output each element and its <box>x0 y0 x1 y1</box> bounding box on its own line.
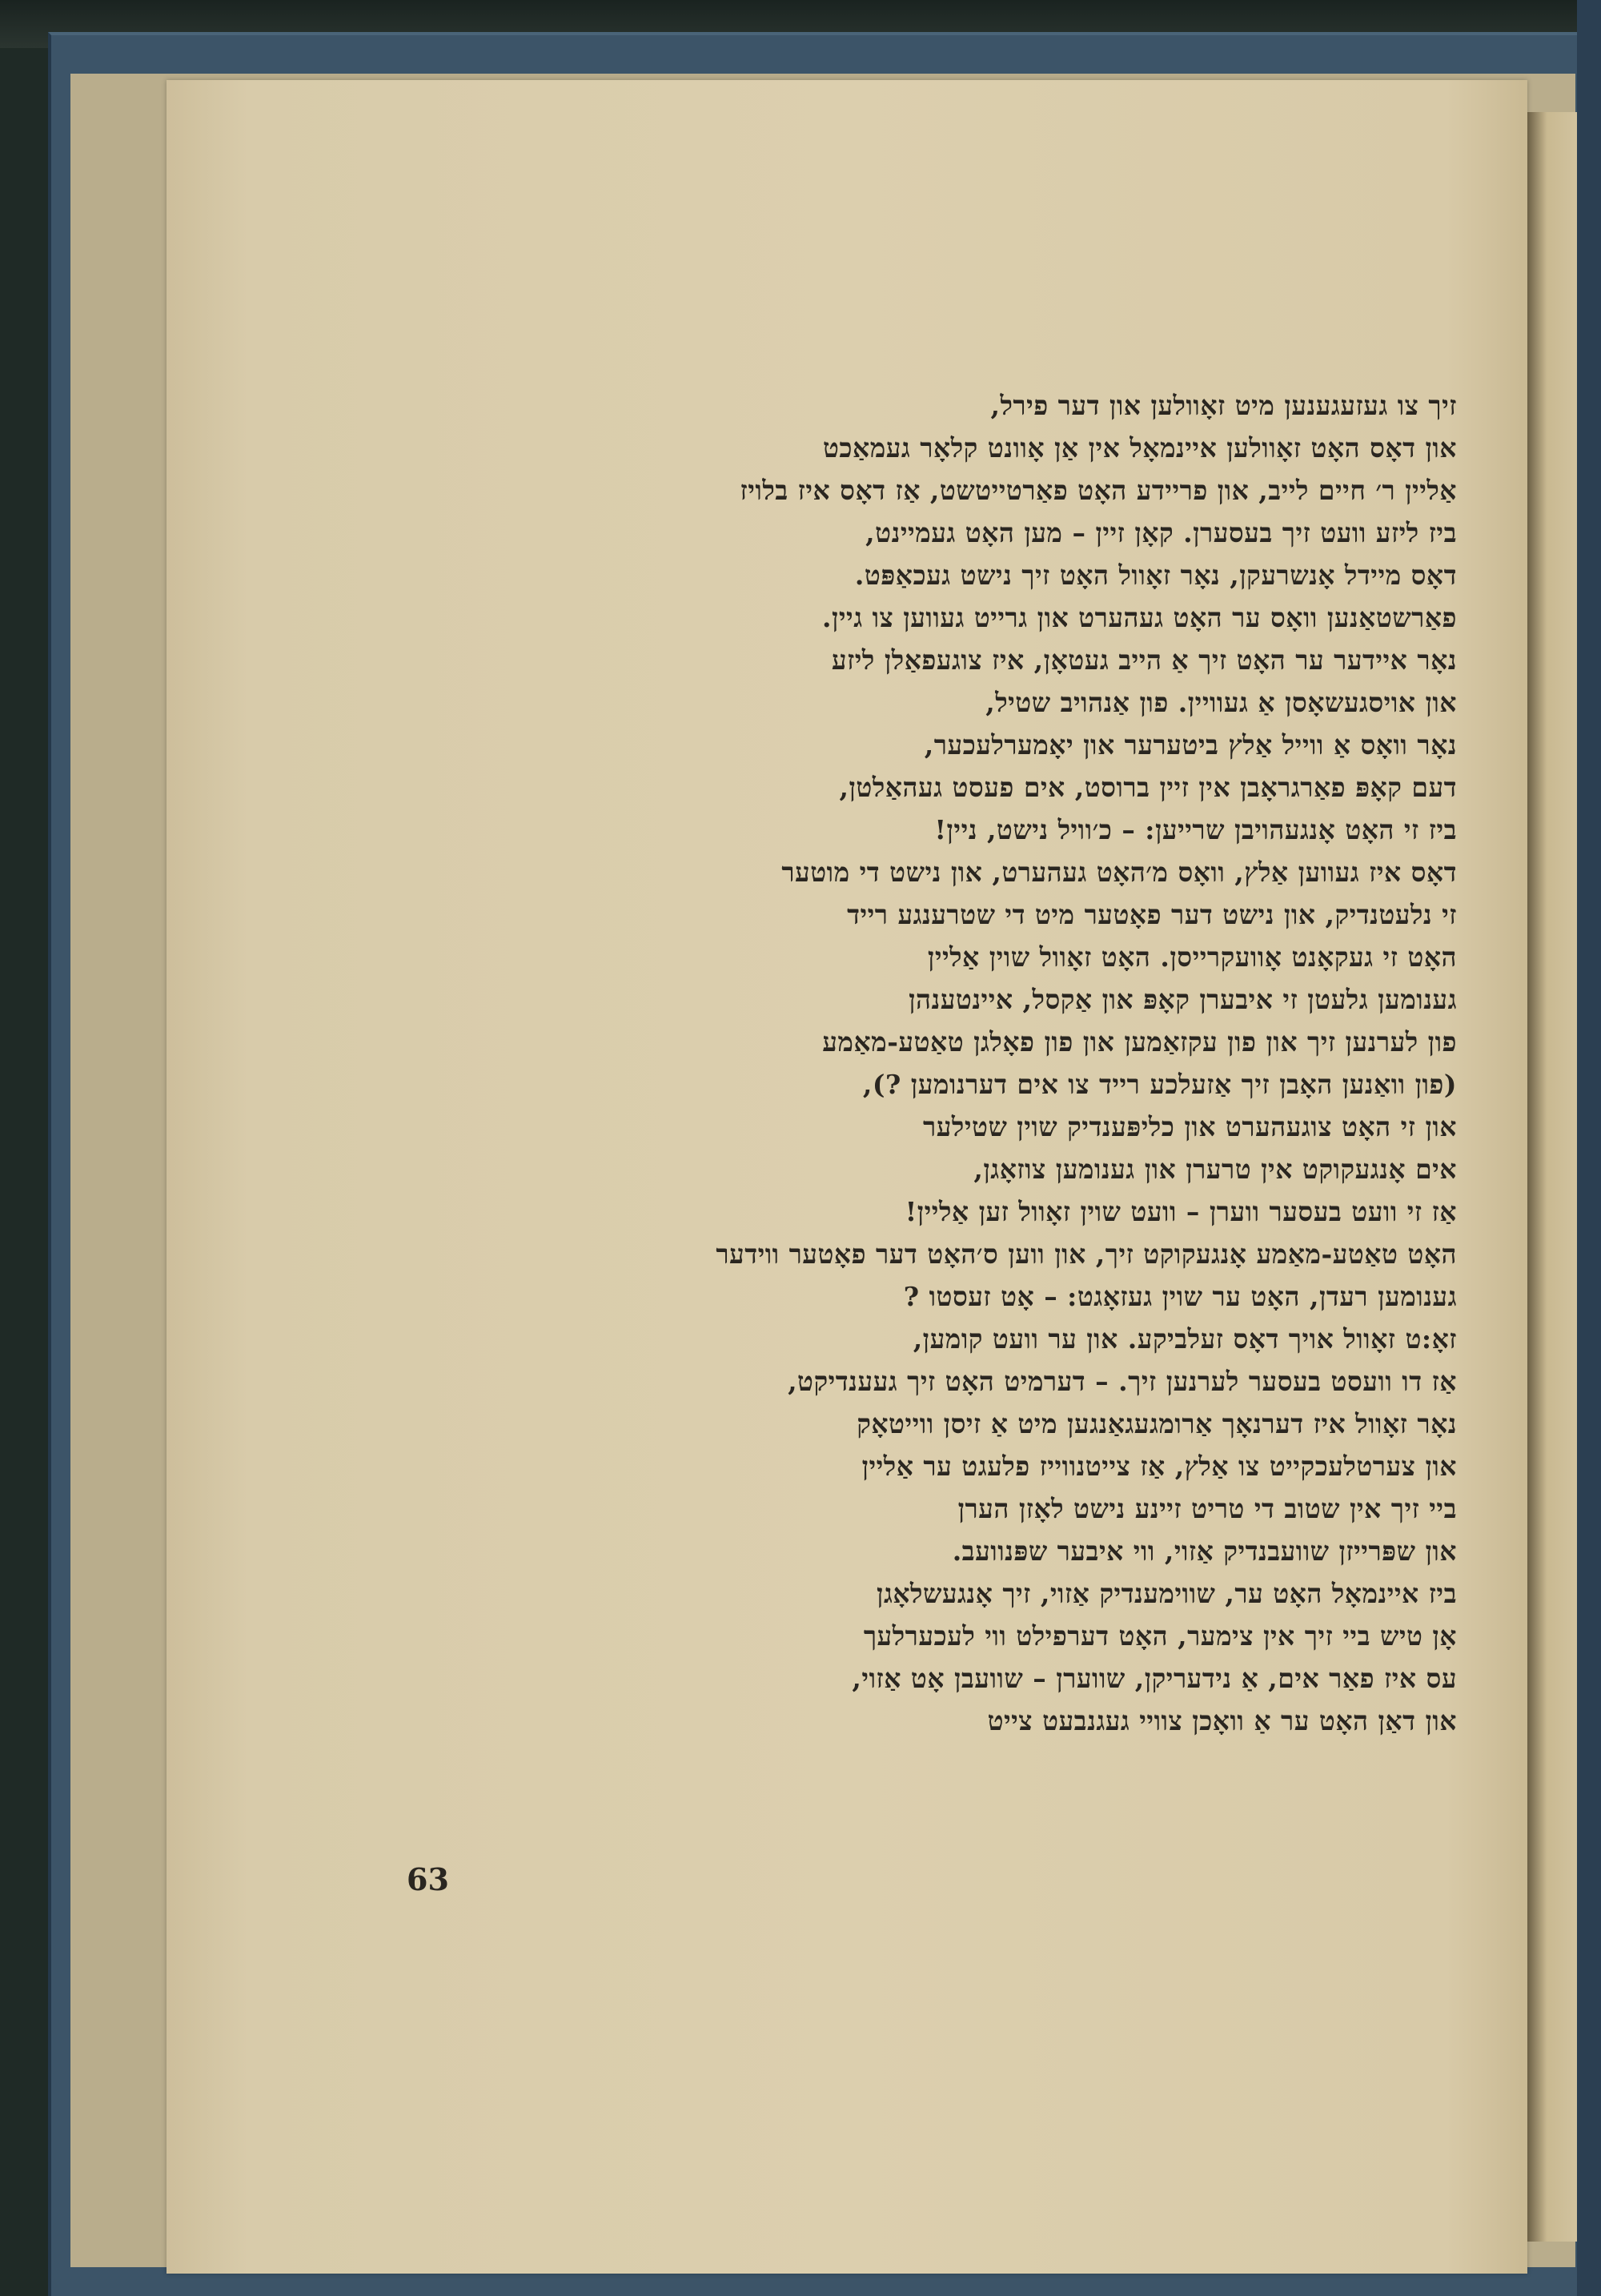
text-line: זי נלעטנדיק, און נישט דער פאָטער מיט די שטרענגע רייד <box>847 899 1457 930</box>
text-line: ביז ליזע וועט זיך בעסערן. קאָן זיין – מען האָט געמיינט, <box>865 517 1457 548</box>
text-line: אָן טיש ביי זיך אין צימער, האָט דערפילט ווי לעכערלעך <box>863 1620 1457 1652</box>
text-line: פון לערנען זיך און פון עקזאַמען און פון פאָלגן טאַטע-מאַמע <box>822 1026 1457 1058</box>
text-line: און דאָס האָט זאָוולען איינמאָל אין אַן אָוונט קלאָר געמאַכט <box>822 432 1457 464</box>
text-line: זיך צו געזעגענען מיט זאָוולען און דער פירל, <box>990 390 1457 421</box>
text-line: אַז זי וועט בעסער ווערן – וועט שוין זאָוול זען אַליין! <box>905 1196 1457 1227</box>
text-line: האָט זי געקאָנט אָוועקרייסן. האָט זאָוול שוין אַליין <box>927 941 1457 973</box>
text-line: ביי זיך אין שטוב די טריט זיינע נישט לאָזן הערן <box>957 1493 1457 1524</box>
page-text <box>400 384 1457 1742</box>
text-line: האָט טאַטע-מאַמע אָנגעקוקט זיך, און ווען ס׳האָט דער פאָטער ווידער <box>716 1238 1457 1270</box>
text-line: גענומען רעדן, האָט ער שוין געזאָגט: – אָט זעסטו ? <box>903 1281 1457 1312</box>
text-line: זאָ:ט זאָוול אויך דאָס זעלביקע. און ער וועט קומען, <box>913 1323 1457 1355</box>
text-line: דאָס איז געווען אַלץ, וואָס מ׳האָט געהערט, און נישט די מוטער <box>781 857 1457 888</box>
text-line: גענומען גלעטן זי איבערן קאָפּ און אַקסל, איינטענהן <box>909 984 1457 1015</box>
text-line: (פון וואַנען האָבן זיך אַזעלכע רייד צו אים דערנומען ?), <box>862 1069 1457 1100</box>
text-line: נאָר זאָוול איז דערנאָך אַרומגעגאַנגען מיט אַ זיסן ווייטאָק <box>857 1408 1457 1439</box>
text-line: דעם קאָפּ פאַרגראָבן אין זיין ברוסט, אים פעסט געהאַלטן, <box>839 772 1457 803</box>
text-line: אַז דו וועסט בעסער לערנען זיך. – דערמיט האָט זיך געענדיקט, <box>788 1366 1457 1397</box>
text-line: אַליין ר׳ חיים לייב, און פריידע האָט פאַרטייטשט, אַז דאָס איז בלויז <box>740 475 1457 506</box>
text-line: נאָר וואָס אַ ווייל אַלץ ביטערער און יאָמערלעכער, <box>924 729 1457 761</box>
text-line: און שפּרייזן שוועבנדיק אַזוי, ווי איבער שפּנוועב. <box>952 1535 1457 1567</box>
text-line: און דאַן האָט ער אַ וואָכן צוויי געגנבעט צייט <box>987 1705 1457 1736</box>
text-line: עס איז פאַר אים, אַ נידעריקן, שווערן – שוועבן אָט אַזוי, <box>852 1663 1457 1694</box>
text-line: ביז זי האָט אָנגעהויבן שרייען: – כ׳וויל נישט, ניין! <box>934 814 1457 845</box>
facing-page-edge <box>1527 112 1583 2242</box>
text-line: אים אָנגעקוקט אין טרערן און גענומען צוזאָגן, <box>973 1154 1457 1185</box>
text-line: און זי האָט צוגעהערט און כליפּענדיק שוין שטילער <box>923 1111 1457 1142</box>
text-line: און צערטלעכקייט צו אַלץ, אַז צייטנווייז פלעגט ער אַליין <box>861 1451 1457 1482</box>
text-line: ביז איינמאָל האָט ער, שווימענדיק אַזוי, זיך אָנגעשלאָגן <box>877 1578 1457 1609</box>
cover-spine-right <box>1577 0 1601 2296</box>
text-line: פאַרשטאַנען וואָס ער האָט געהערט און גרייט געווען צו גיין. <box>821 602 1457 633</box>
text-line: דאָס מיידל אָנשרעקן, נאָר זאָוול האָט זיך נישט געכאַפּט. <box>854 560 1457 591</box>
text-line: און אויסגעשאָסן אַ געוויין. פון אַנהויב שטיל, <box>985 687 1457 718</box>
page-number: 63 <box>407 1861 449 1897</box>
text-line: נאָר איידער ער האָט זיך אַ הייב געטאָן, איז צוגעפאַלן ליזע <box>831 644 1457 676</box>
